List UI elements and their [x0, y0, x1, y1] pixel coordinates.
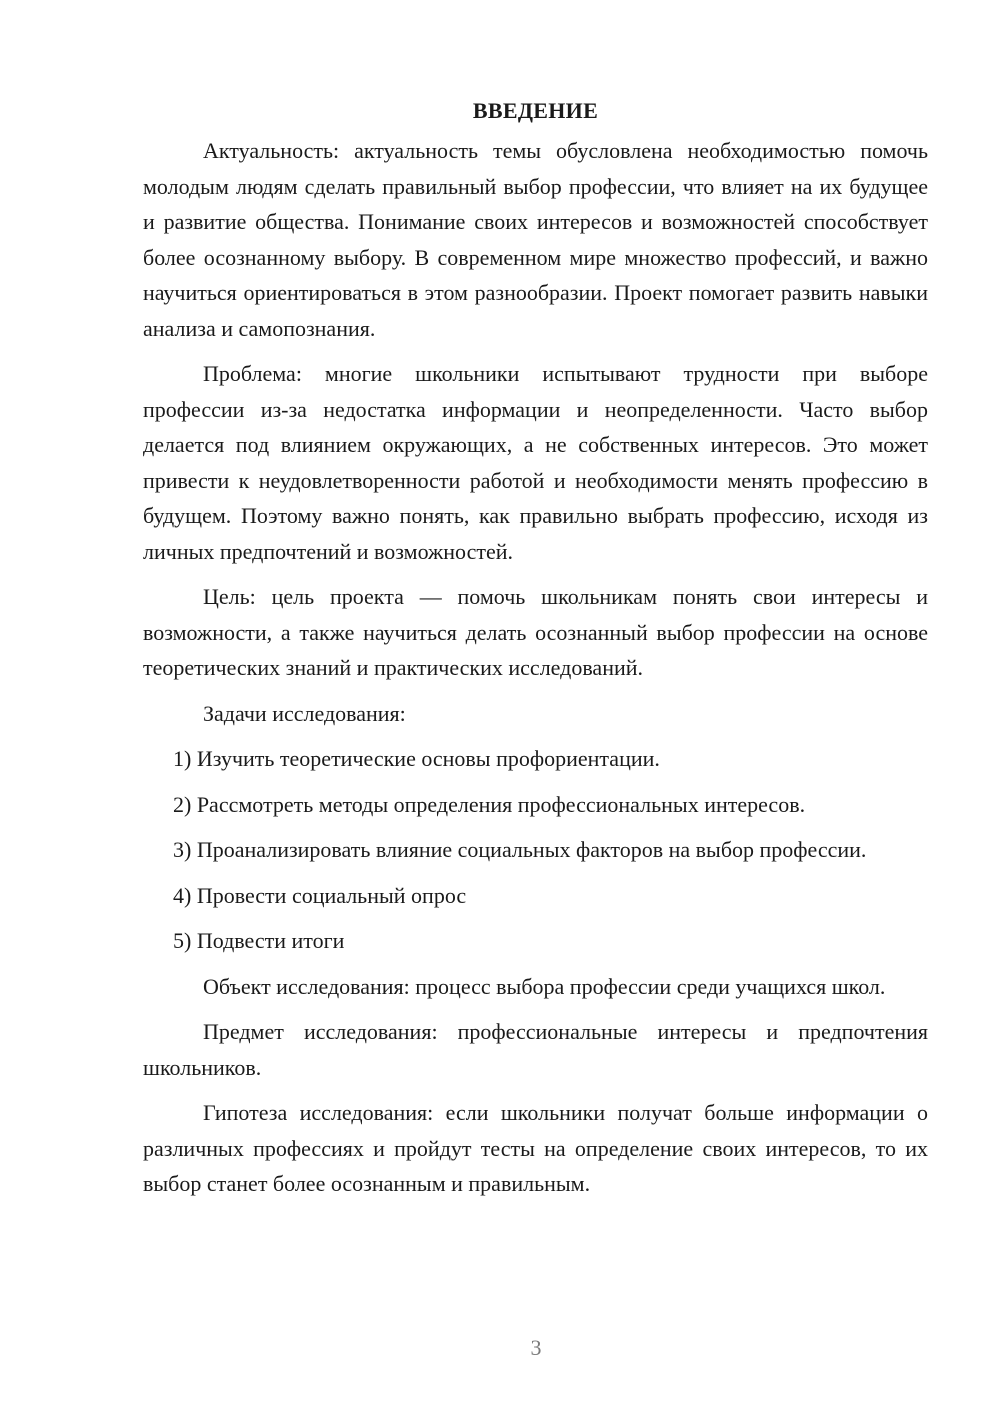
page-number: 3	[530, 1335, 542, 1360]
paragraph-subject: Предмет исследования: профессиональные интересы и предпочтения школьников.	[143, 1019, 928, 1080]
section-heading: ВВЕДЕНИЕ	[472, 98, 599, 123]
paragraph-problem: Проблема: многие школьники испытывают трудности при выборе профессии из-за недостатка информации и неопределенности. Часто выбор делается под влиянием окружающих, а не собственных интересов. Это может привести к неудовлетворенности работой и необходимости менять профессию в будущем. Поэтому важно понять, как правильно выбрать профессию, исходя из личных предпочтений и возможностей.	[143, 361, 928, 564]
document-page	[143, 96, 928, 1212]
paragraph-relevance: Актуальность: актуальность темы обусловлена необходимостью помочь молодым людям сделать правильный выбор профессии, что влияет на их будущее и развитие общества. Понимание своих интересов и возможностей способствует более осознанному выбору. В современном мире множество профессий, и важно научиться ориентироваться в этом разнообразии. Проект помогает развить навыки анализа и самопознания.	[143, 138, 928, 341]
task-item-2: 2) Рассмотреть методы определения профессиональных интересов.	[173, 791, 806, 817]
task-item-3: 3) Проанализировать влияние социальных факторов на выбор профессии.	[173, 837, 867, 862]
paragraph-hypothesis: Гипотеза исследования: если школьники получат больше информации о различных профессиях и пройдут тесты на определение своих интересов, то их выбор станет более осознанным и правильным.	[143, 1100, 928, 1196]
task-item-1: 1) Изучить теоретические основы профориентации.	[173, 746, 660, 771]
task-item-5: 5) Подвести итоги	[173, 928, 345, 953]
paragraph-object: Объект исследования: процесс выбора профессии среди учащихся школ.	[203, 973, 886, 999]
task-item-4: 4) Провести социальный опрос	[173, 882, 467, 908]
paragraph-goal: Цель: цель проекта — помочь школьникам понять свои интересы и возможности, а также научиться делать осознанный выбор профессии на основе теоретических знаний и практических исследований.	[143, 584, 928, 680]
tasks-title: Задачи исследования:	[203, 700, 406, 726]
